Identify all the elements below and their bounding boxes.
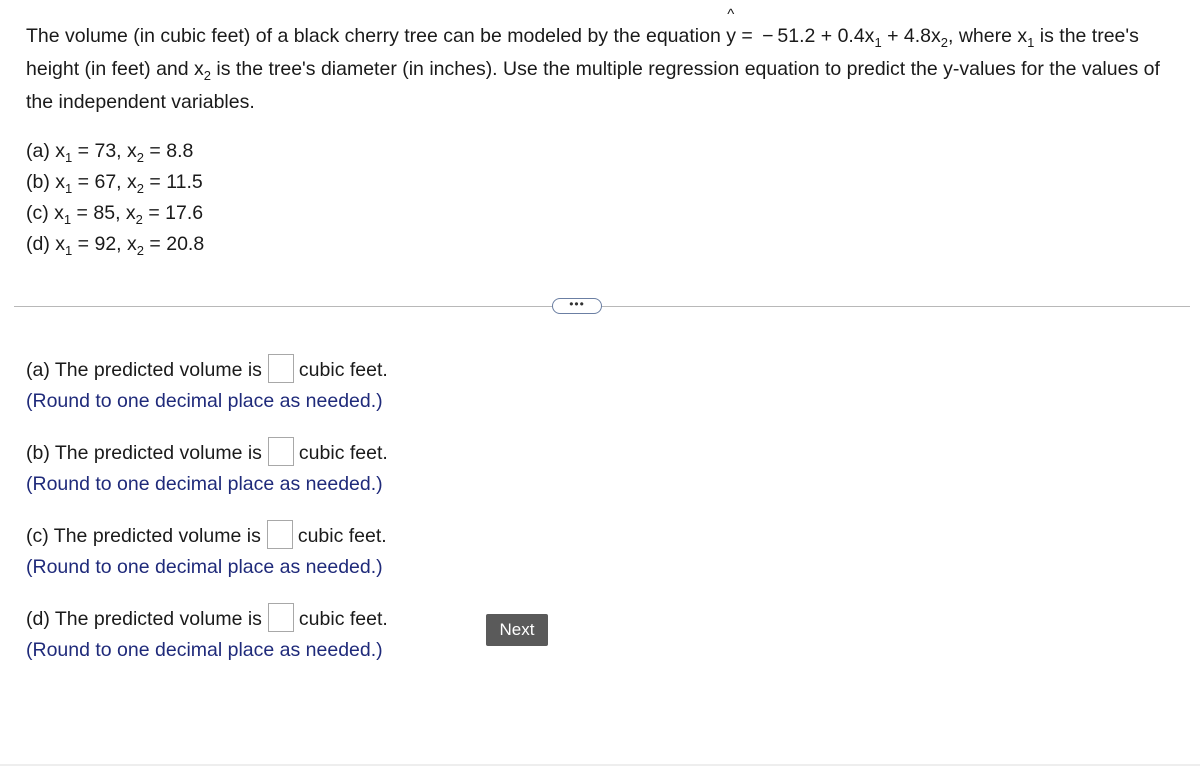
given-values-b: (b) $x_1 = 67$, $x_2 = 11.5$ <box>26 171 203 196</box>
part-x2-value: 20.8 <box>166 233 205 255</box>
part-sub: 1 <box>65 150 73 165</box>
part-x1-value: 85 <box>93 202 116 224</box>
answer-prefix: (c) The predicted volume is <box>26 525 261 547</box>
answer-line <box>26 354 388 386</box>
part-label: (a) x <box>26 140 65 162</box>
answer-unit: cubic feet. <box>298 608 388 630</box>
equation-sub-2: 2 <box>940 35 948 50</box>
part-sub: 1 <box>63 212 72 227</box>
equation-part-1: = − 51.2 + 0.4x <box>735 25 875 47</box>
answer-c <box>26 520 388 603</box>
answers-section <box>26 354 388 686</box>
answer-input-d[interactable] <box>268 603 294 632</box>
equation-sub-1: 1 <box>874 35 882 50</box>
given-values-c: (c) $x_1 = 85$, $x_2 = 17.6$ <box>26 202 204 227</box>
answer-prefix: (a) The predicted volume is <box>26 359 262 381</box>
part-sub: 1 <box>65 181 73 196</box>
answer-prefix: (d) The predicted volume is <box>26 608 262 630</box>
answer-a <box>26 354 388 437</box>
where-sub-2: 2 <box>203 68 212 83</box>
part-x2-value: 8.8 <box>166 140 194 162</box>
part-sub: 2 <box>136 243 144 258</box>
answer-unit: cubic feet. <box>298 359 388 381</box>
answer-unit: cubic feet. <box>298 442 388 464</box>
next-button[interactable]: Next <box>486 614 548 646</box>
answer-input-c[interactable] <box>267 520 293 549</box>
answer-input-b[interactable] <box>268 437 294 466</box>
part-x2-value: 11.5 <box>166 171 203 193</box>
part-sub: 2 <box>135 212 143 227</box>
given-values-a: (a) $x_1 = 73$, $x_2 = 8.8$ <box>26 140 194 165</box>
answer-line <box>26 520 388 552</box>
part-label: (d) x <box>26 233 65 255</box>
where-part-2: is the tree's height (in feet) and x <box>26 25 1139 80</box>
where-part-1: , where x <box>948 25 1028 47</box>
question-intro: The volume (in cubic feet) of a black cherry tree can be modeled by the equation <box>26 25 721 47</box>
rounding-hint: (Round to one decimal place as needed.) <box>26 390 383 412</box>
rounding-hint: (Round to one decimal place as needed.) <box>26 639 383 661</box>
answer-input-a[interactable] <box>268 354 294 383</box>
given-values-d: (d) $x_1 = 92$, $x_2 = 20.8$ <box>26 233 205 258</box>
part-sub: 2 <box>136 181 144 196</box>
rounding-hint: (Round to one decimal place as needed.) <box>26 556 383 578</box>
y-hat-symbol <box>726 6 736 53</box>
part-label: (b) x <box>26 171 65 193</box>
section-divider <box>14 306 1190 307</box>
where-part-3: is the tree's diameter (in inches). Use the multiple regression equation to predict the y-values for the values of the independent variables. <box>26 58 1160 113</box>
more-options-button[interactable]: ••• <box>552 298 602 314</box>
part-sub: 1 <box>65 243 73 258</box>
rounding-hint: (Round to one decimal place as needed.) <box>26 473 383 495</box>
answer-unit: cubic feet. <box>297 525 387 547</box>
equation-part-2: + 4.8x <box>881 25 941 47</box>
answer-prefix: (b) The predicted volume is <box>26 442 262 464</box>
given-values-list <box>26 136 204 260</box>
answer-d <box>26 603 388 686</box>
question-text <box>26 6 1186 119</box>
part-x1-value: 92 <box>94 233 117 255</box>
answer-line <box>26 437 388 469</box>
where-sub-1: 1 <box>1027 35 1035 50</box>
part-label: (c) x <box>26 202 64 224</box>
part-sub: 2 <box>136 150 144 165</box>
part-x1-value: 67 <box>94 171 117 193</box>
part-x1-value: 73 <box>94 140 117 162</box>
y-variable: y <box>726 25 736 47</box>
part-x2-value: 17.6 <box>165 202 204 224</box>
hat-accent: ^ <box>727 6 735 23</box>
answer-line <box>26 603 388 635</box>
answer-b <box>26 437 388 520</box>
